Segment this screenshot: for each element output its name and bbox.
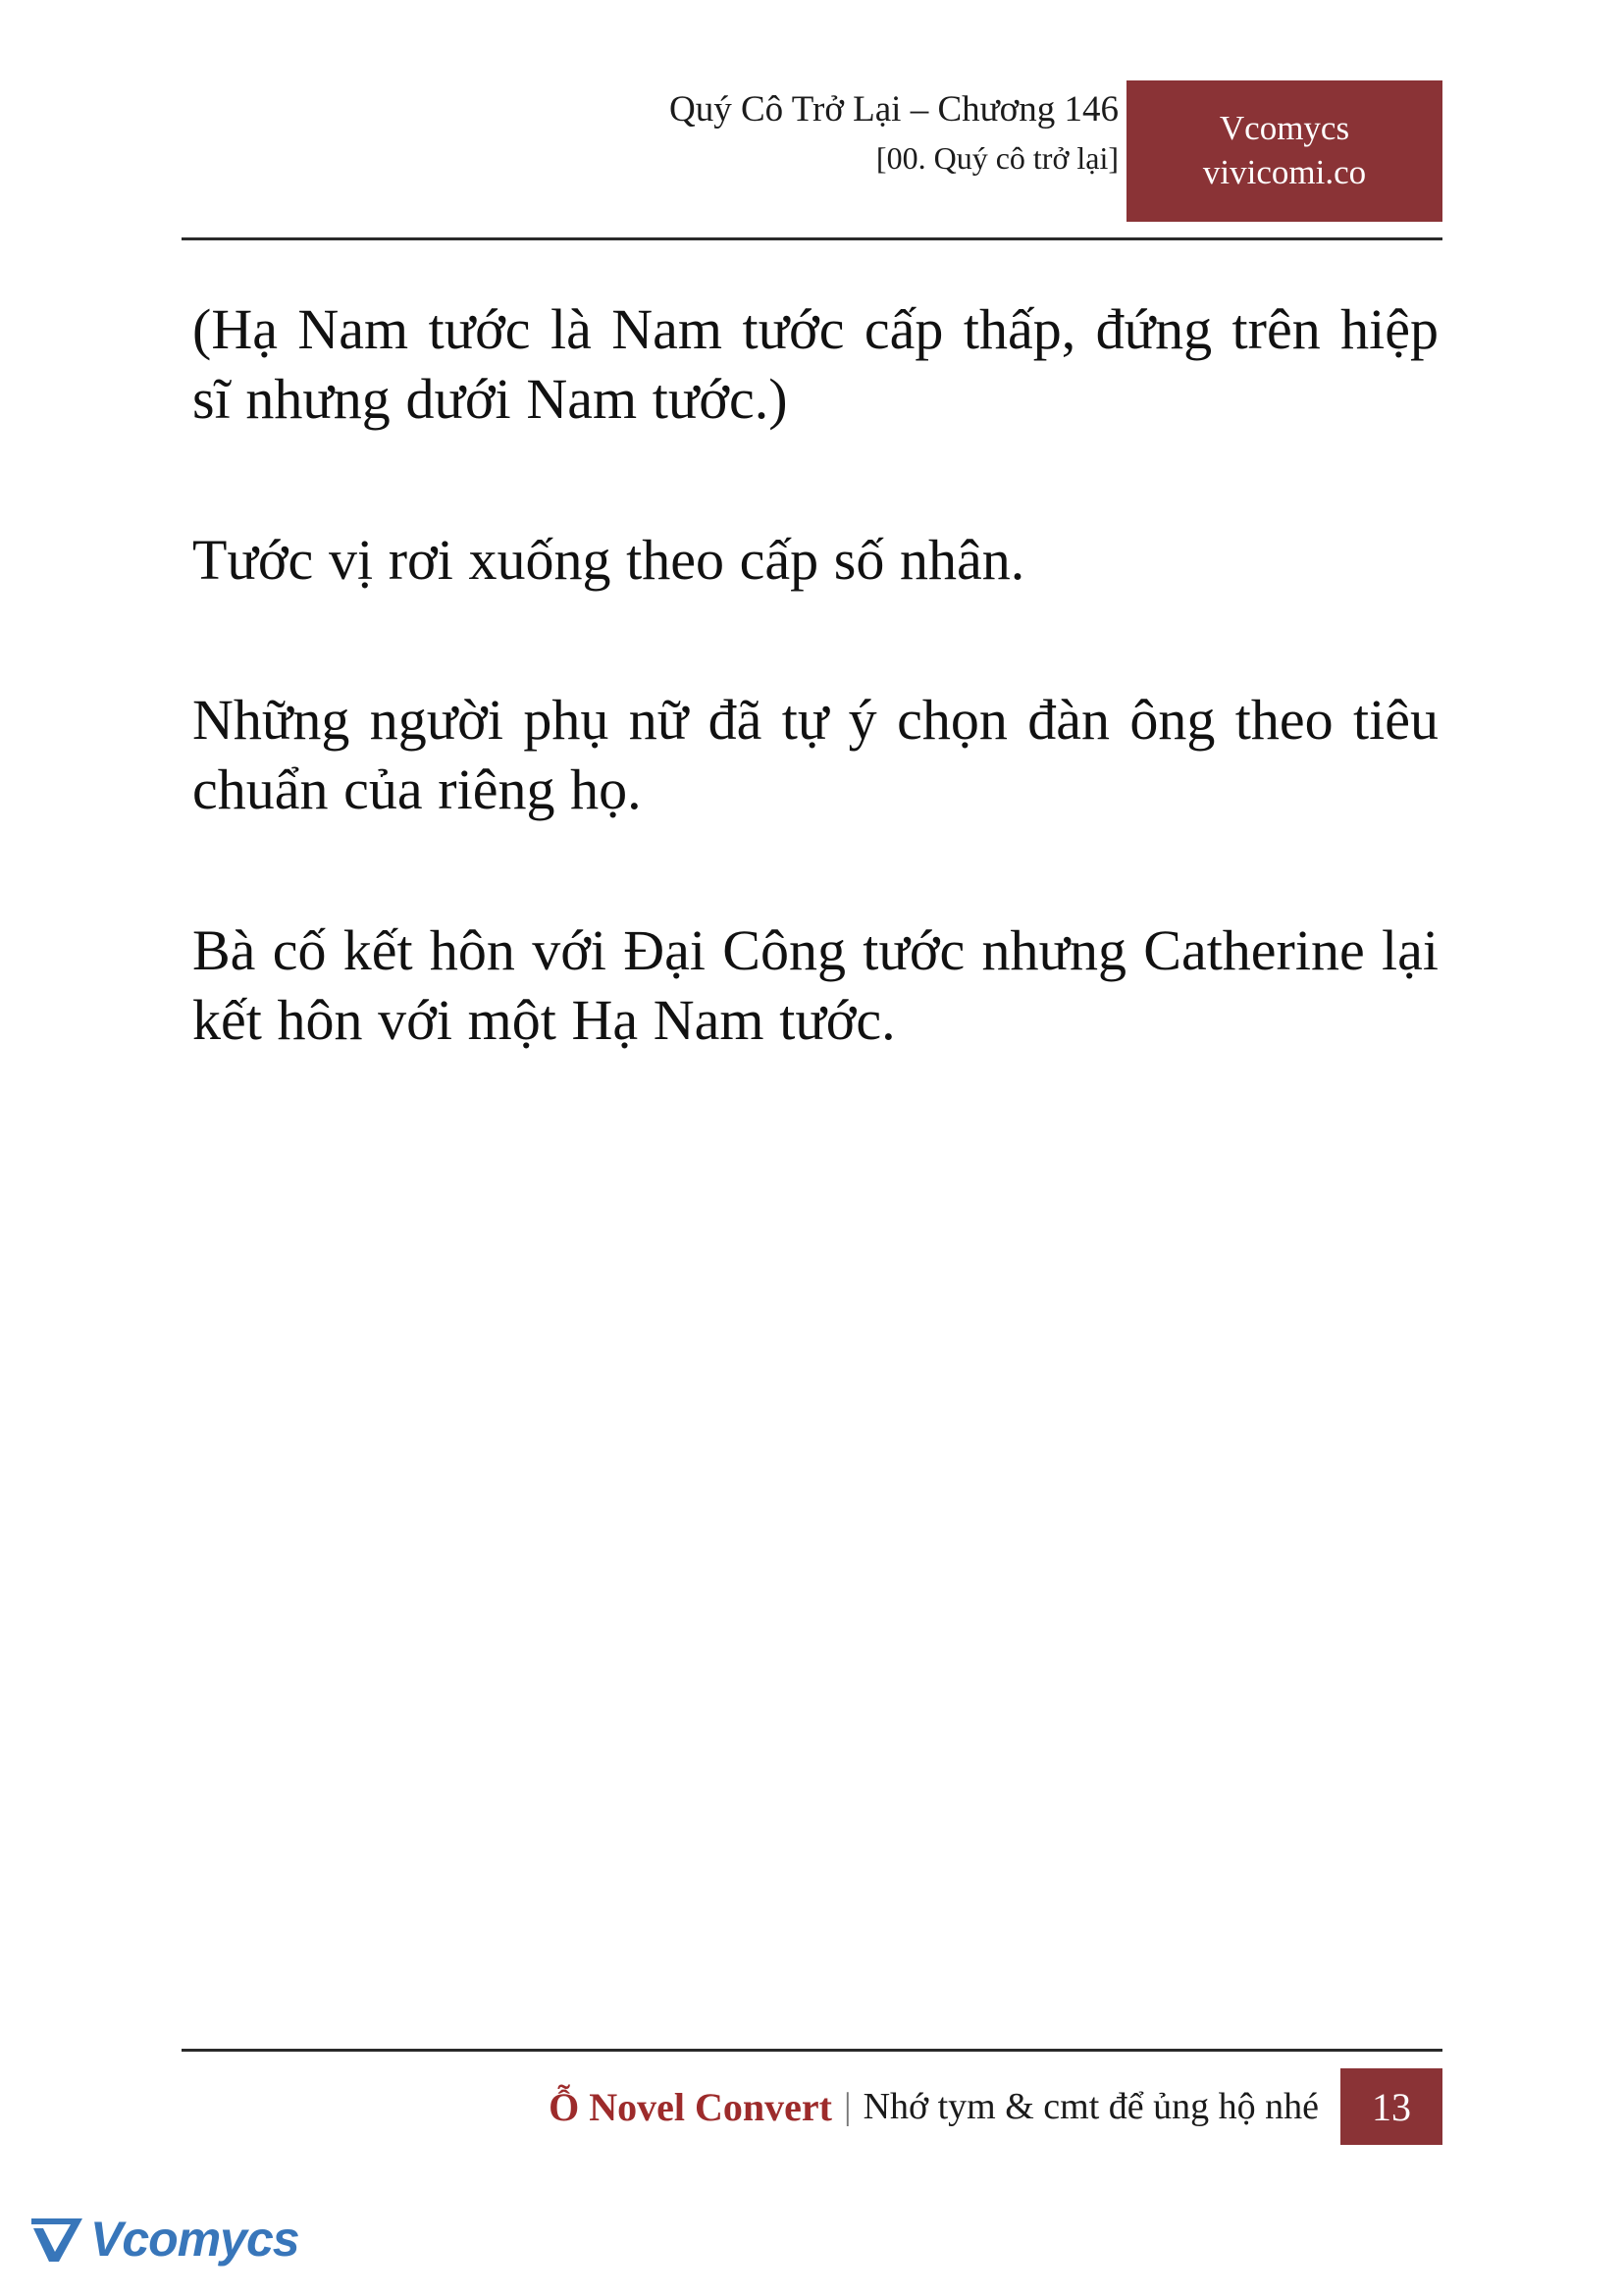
footer-brand: Ỗ Novel Convert <box>549 2084 832 2129</box>
footer-divider <box>182 2049 1442 2052</box>
chapter-subtitle: [00. Quý cô trở lại] <box>875 139 1119 176</box>
page-header <box>182 84 1442 227</box>
chapter-title: Quý Cô Trở Lại – Chương 146 <box>668 89 1119 130</box>
page-number-badge: 13 <box>1340 2068 1442 2145</box>
header-title-block <box>432 84 1119 181</box>
site-badge-url: vivicomi.co <box>1202 153 1367 191</box>
paragraph: (Hạ Nam tước là Nam tước cấp thấp, đứng trên hiệp sĩ nhưng dưới Nam tước.) <box>192 297 1439 432</box>
paragraph: Tước vị rơi xuống theo cấp số nhân. <box>192 527 1025 592</box>
footer-content <box>549 2068 1442 2145</box>
site-badge <box>1126 80 1442 222</box>
watermark-text: Vcomycs <box>90 2212 299 2267</box>
page-footer <box>182 2068 1442 2145</box>
header-divider <box>182 237 1442 240</box>
footer-note: Nhớ tym & cmt để ủng hộ nhé <box>863 2086 1319 2127</box>
page-body <box>192 294 1439 1145</box>
watermark <box>29 2211 299 2268</box>
paragraph: Bà cố kết hôn với Đại Công tước nhưng Catherine lại kết hôn với một Hạ Nam tước. <box>192 917 1439 1052</box>
footer-separator: | <box>843 2086 852 2127</box>
site-badge-name: Vcomycs <box>1219 109 1350 148</box>
paragraph: Những người phụ nữ đã tự ý chọn đàn ông theo tiêu chuẩn của riêng họ. <box>192 687 1439 822</box>
vcomycs-logo-icon <box>29 2215 84 2264</box>
